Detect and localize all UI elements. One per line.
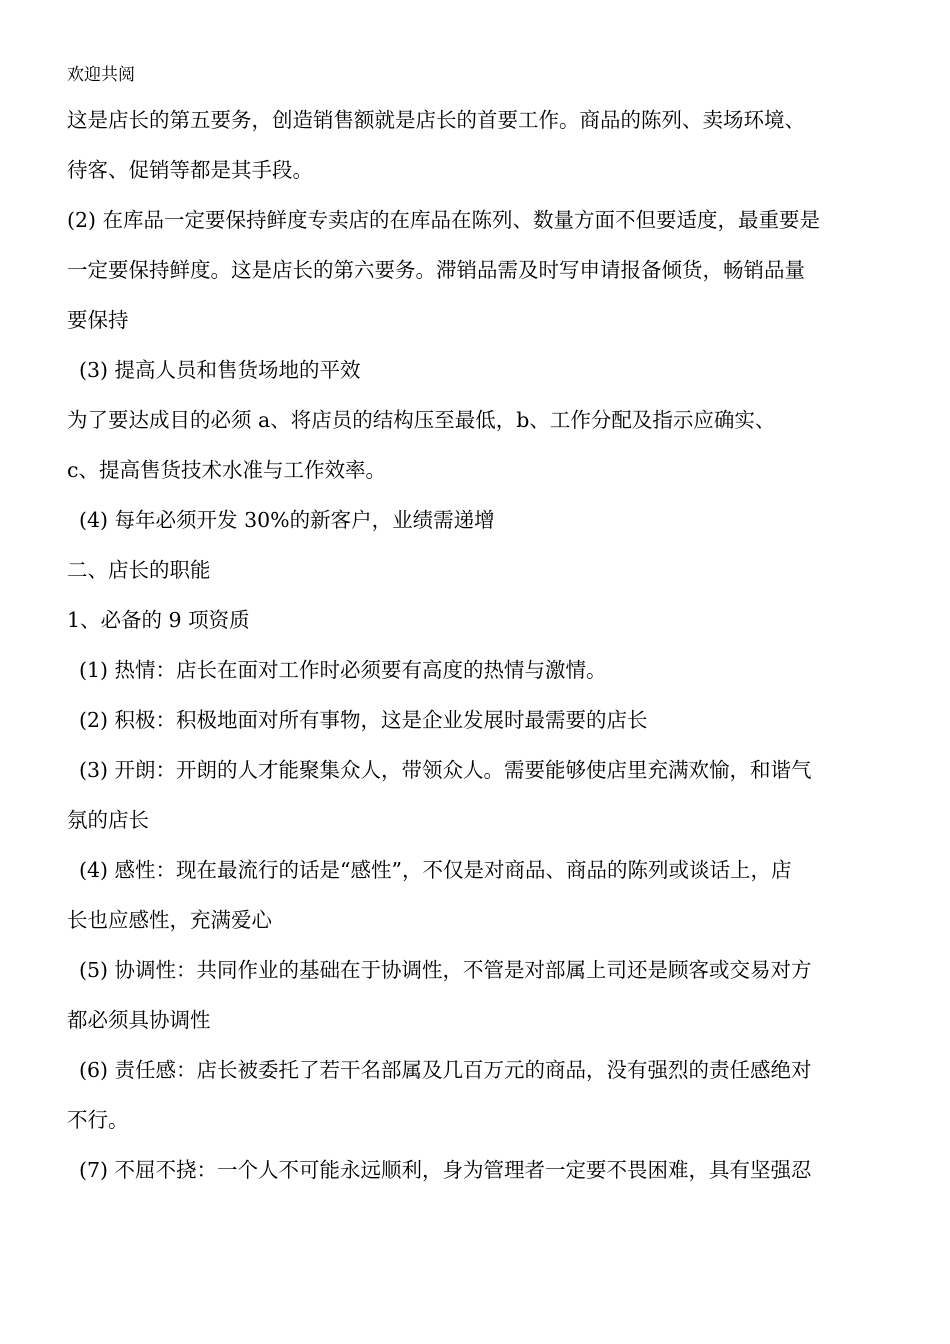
text-line: c、提高售货技术水准与工作效率。 xyxy=(67,458,386,482)
text-line: (4) 感性：现在最流行的话是“感性”，不仅是对商品、商品的陈列或谈话上，店 xyxy=(79,858,792,882)
document-body xyxy=(67,99,897,1199)
section-heading: 二、店长的职能 xyxy=(67,558,211,582)
page-header: 欢迎共阅 xyxy=(67,65,135,85)
text-line: (1) 热情：店长在面对工作时必须要有高度的热情与激情。 xyxy=(79,658,607,682)
text-line: 这是店长的第五要务，创造销售额就是店长的首要工作。商品的陈列、卖场环境、 xyxy=(67,108,805,132)
text-line: 长也应感性，充满爱心 xyxy=(67,908,272,932)
text-line: 氛的店长 xyxy=(67,808,149,832)
text-line: 一定要保持鲜度。这是店长的第六要务。滞销品需及时写申请报备倾货，畅销品量 xyxy=(67,258,805,282)
text-line: (4) 每年必须开发 30%的新客户，业绩需递增 xyxy=(79,508,495,532)
text-line: 待客、促销等都是其手段。 xyxy=(67,158,313,182)
text-line: (7) 不屈不挠：一个人不可能永远顺利，身为管理者一定要不畏困难，具有坚强忍 xyxy=(79,1158,812,1182)
text-line: (5) 协调性：共同作业的基础在于协调性，不管是对部属上司还是顾客或交易对方 xyxy=(79,958,812,982)
text-line: (6) 责任感：店长被委托了若干名部属及几百万元的商品，没有强烈的责任感绝对 xyxy=(79,1058,812,1082)
text-line: (3) 提高人员和售货场地的平效 xyxy=(79,358,361,382)
subsection-heading: 1、必备的 9 项资质 xyxy=(67,608,250,632)
text-line: (2) 积极：积极地面对所有事物，这是企业发展时最需要的店长 xyxy=(79,708,648,732)
text-line: 都必须具协调性 xyxy=(67,1008,211,1032)
text-line: 要保持 xyxy=(67,308,129,332)
text-line: 不行。 xyxy=(67,1108,129,1132)
text-line: (2) 在库品一定要保持鲜度专卖店的在库品在陈列、数量方面不但要适度，最重要是 xyxy=(67,208,821,232)
text-line: (3) 开朗：开朗的人才能聚集众人，带领众人。需要能够使店里充满欢愉，和谐气 xyxy=(79,758,812,782)
text-line: 为了要达成目的必须 a、将店员的结构压至最低，b、工作分配及指示应确实、 xyxy=(67,408,776,432)
